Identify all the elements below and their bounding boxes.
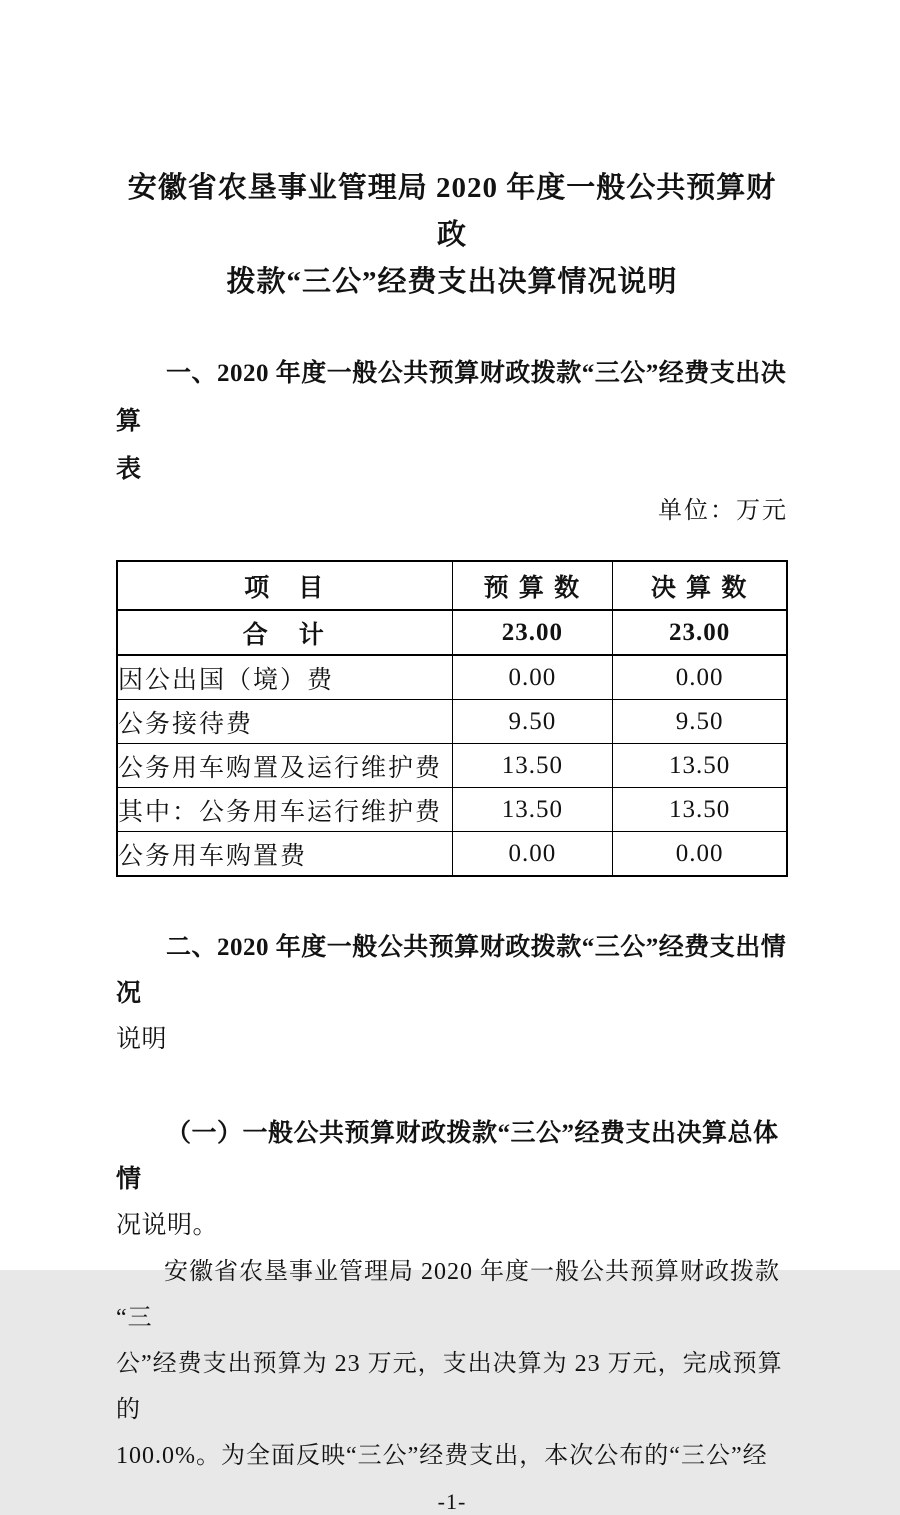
table-header-row [117, 561, 787, 610]
header-final: 决 算 数 [613, 561, 787, 610]
table-row-vehicle-operation [117, 788, 787, 832]
row-label: 合 计 [117, 610, 452, 655]
page-number: -1- [437, 1489, 467, 1514]
table-row-reception [117, 700, 787, 744]
subsection-heading-line1: （一）一般公共预算财政拨款“三公”经费支出决算总体情 [116, 1120, 779, 1193]
paragraph-line1: 安徽省农垦事业管理局 2020 年度一般公共预算财政拨款“三 [116, 1259, 780, 1331]
title-line-1: 安徽省农垦事业管理局 2020 年度一般公共预算财政 [127, 172, 777, 251]
table-row-vehicle-purchase [117, 832, 787, 877]
budget-value: 23.00 [452, 610, 613, 655]
row-label: 公务用车购置及运行维护费 [117, 744, 452, 788]
row-label: 公务接待费 [117, 700, 452, 744]
budget-value: 0.00 [452, 832, 613, 877]
row-label: 其中：公务用车运行维护费 [117, 788, 452, 832]
body-paragraph [116, 1249, 788, 1479]
final-value: 0.00 [613, 655, 787, 700]
unit-label: 单位：万元 [658, 498, 788, 524]
table-row-abroad [117, 655, 787, 700]
document-title [116, 165, 788, 306]
section1-heading-line1: 一、2020 年度一般公共预算财政拨款“三公”经费支出决算 [116, 360, 787, 435]
final-value: 13.50 [613, 788, 787, 832]
expense-table [116, 560, 788, 877]
subsection-heading-line2: 况说明。 [116, 1212, 219, 1239]
header-item: 项 目 [117, 561, 452, 610]
budget-value: 9.50 [452, 700, 613, 744]
section2-heading-line1: 二、2020 年度一般公共预算财政拨款“三公”经费支出情况 [116, 934, 787, 1007]
section1-heading-line2: 表 [116, 456, 142, 483]
title-line-2: 拨款“三公”经费支出决算情况说明 [226, 266, 678, 298]
section2-heading-line2: 说明 [116, 1026, 168, 1053]
final-value: 23.00 [613, 610, 787, 655]
final-value: 13.50 [613, 744, 787, 788]
table-row-vehicle-total [117, 744, 787, 788]
budget-value: 0.00 [452, 655, 613, 700]
paragraph-line3: 100.0%。为全面反映“三公”经费支出，本次公布的“三公”经 [116, 1443, 768, 1469]
paragraph-line2: 公”经费支出预算为 23 万元，支出决算为 23 万元，完成预算的 [116, 1351, 783, 1423]
final-value: 9.50 [613, 700, 787, 744]
table-row-total [117, 610, 787, 655]
subsection-heading [116, 1111, 788, 1249]
row-label: 公务用车购置费 [117, 832, 452, 877]
budget-value: 13.50 [452, 744, 613, 788]
row-label: 因公出国（境）费 [117, 655, 452, 700]
header-budget: 预 算 数 [452, 561, 613, 610]
budget-value: 13.50 [452, 788, 613, 832]
final-value: 0.00 [613, 832, 787, 877]
section1-heading [116, 350, 788, 494]
section2-heading [116, 925, 788, 1063]
